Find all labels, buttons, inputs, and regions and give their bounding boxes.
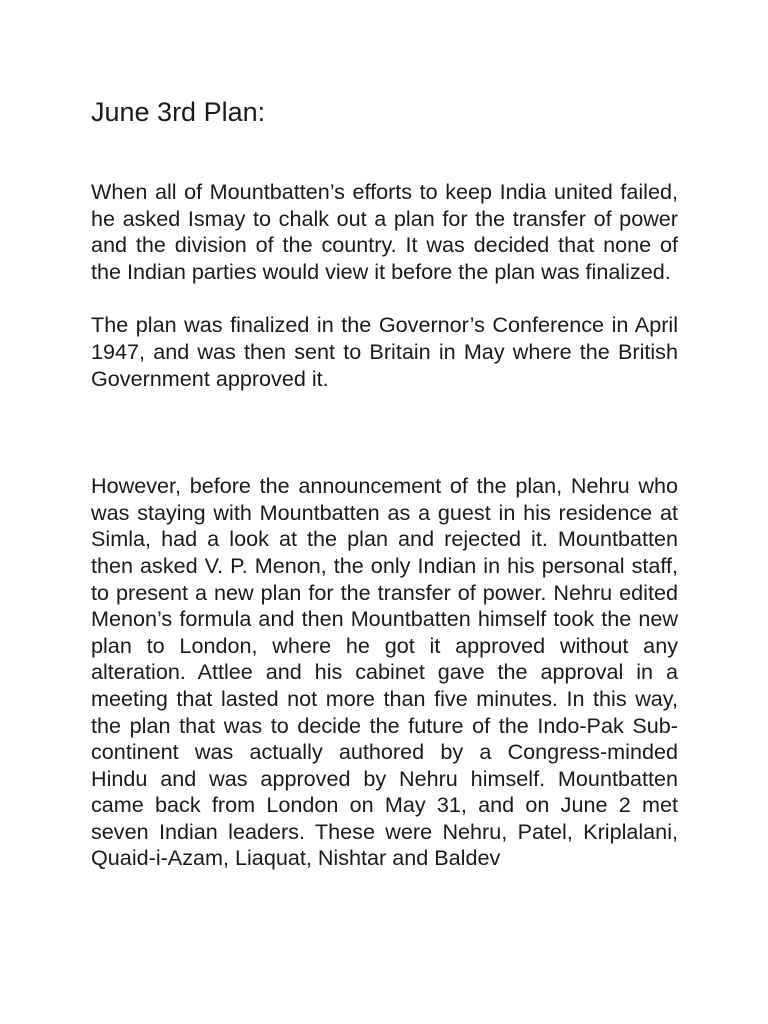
paragraph-mountbatten-efforts: When all of Mountbatten’s efforts to keep India united failed, he asked Ismay to chalk out a plan for the transfer of power and the division of the country. It was decided that none of the Indian parties would view it before the plan was finalized.	[91, 179, 678, 284]
document-body	[91, 96, 678, 872]
paragraph-nehru-menon-plan: However, before the announcement of the plan, Nehru who was staying with Mountbatten as a guest in his residence at Simla, had a look at the plan and rejected it. Mountbatten then asked V. P. Menon, the only Indian in his personal staff, to present a new plan for the transfer of power. Nehru edited Menon’s formula and then Mountbatten himself took the new plan to London, where he got it approved without any alteration. Attlee and his cabinet gave the approval in a meeting that lasted not more than five minutes. In this way, the plan that was to decide the future of the Indo-Pak Sub-continent was actually authored by a Congress-minded Hindu and was approved by Nehru himself. Mountbatten came back from London on May 31, and on June 2 met seven Indian leaders. These were Nehru, Patel, Kriplalani, Quaid-i-Azam, Liaquat, Nishtar and Baldev	[91, 473, 678, 871]
page-title: June 3rd Plan:	[91, 97, 266, 127]
paragraph-plan-finalized: The plan was finalized in the Governor’s Conference in April 1947, and was then sent to Britain in May where the British Government approved it.	[91, 312, 678, 391]
